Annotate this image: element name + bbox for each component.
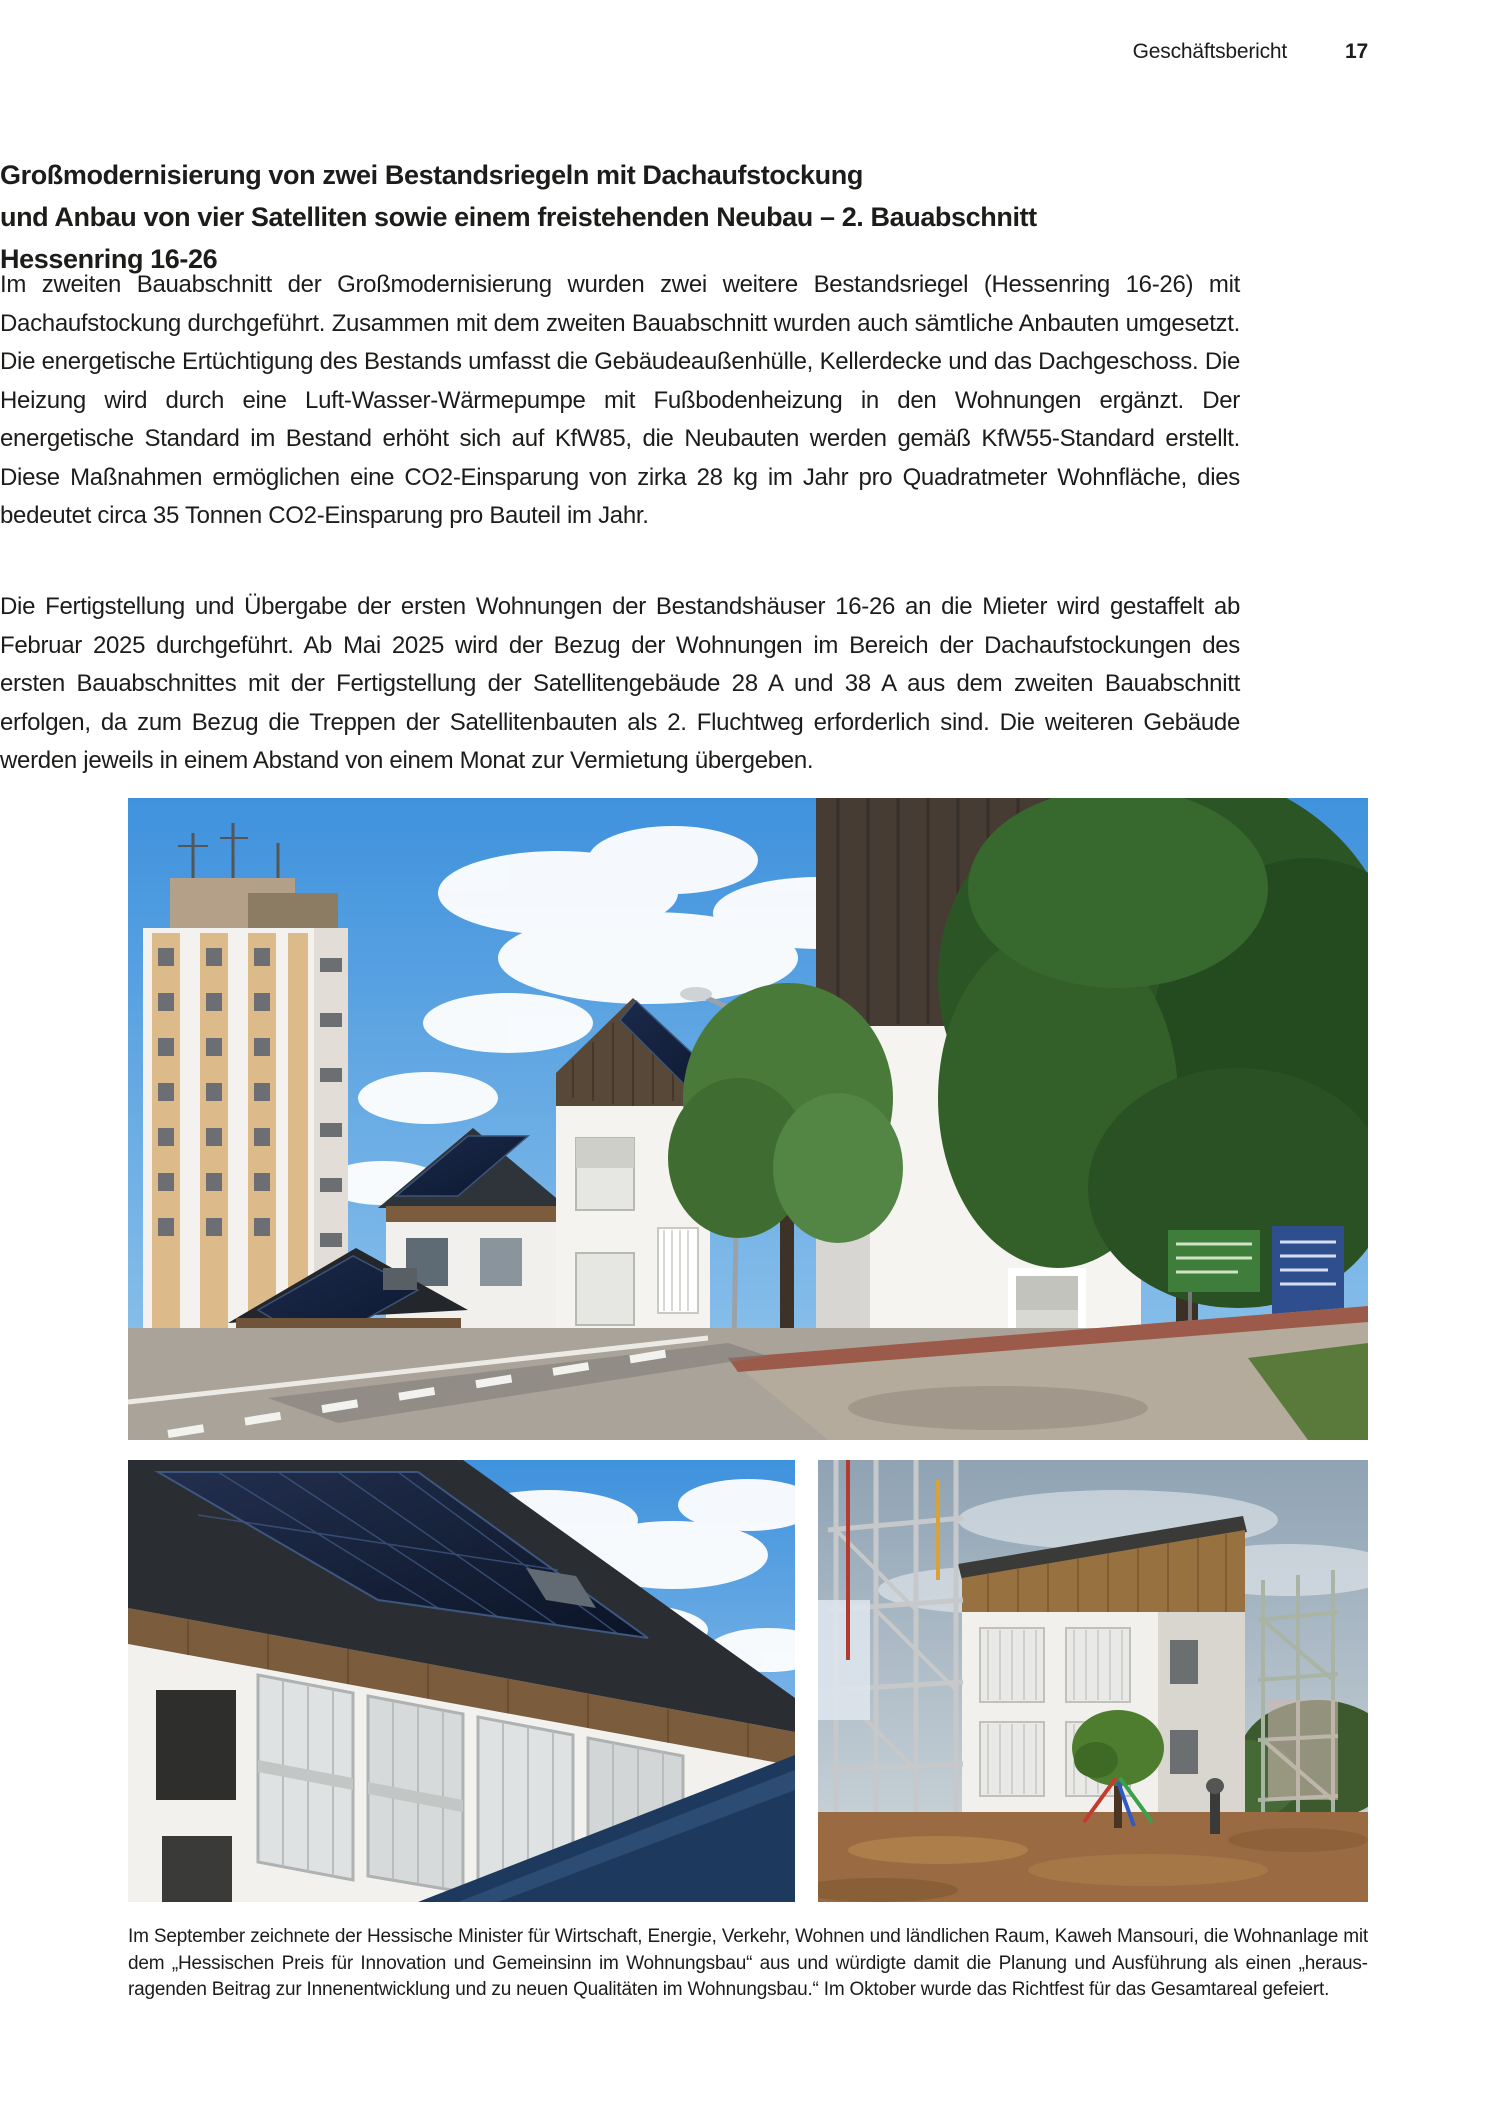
headline-line: und Anbau von vier Satelliten sowie einem freistehenden Neubau – 2. Bauabschnitt [0,202,1037,232]
banner [818,1600,870,1720]
body-paragraph-1: Im zweiten Bauabschnitt der Großmodernisierung wurden zwei weitere Bestandsriegel (Hessenring 16-26) mit Dachaufstockung durchgeführt. Zusammen mit dem zweiten Bauabschnitt wurden auch sämtliche Anbauten umgesetzt. Die energetische Ertüchtigung des Bestands umfasst die Gebäudeaußenhülle, Kellerdecke und das Dachgeschoss. Die Heizung wird durch eine Luft-Wasser-Wärmepumpe mit Fußbodenheizung in den Wohnungen ergänzt. Der energetische Standard im Bestand erhöht sich auf KfW85, die Neubauten werden gemäß KfW55-Standard erstellt. Diese Maßnahmen ermöglichen eine CO2-Einsparung von zirka 28 kg im Jahr pro Quadratmeter Wohnfläche, dies bedeutet circa 35 Tonnen CO2-Einsparung pro Bauteil im Jahr. [0,271,1240,529]
page-header [1133,40,1368,64]
page-number: 17 [1345,40,1368,63]
article-headline [0,154,1240,280]
photo-solar-roof-balconies [128,1460,795,1902]
dirt-ground [818,1812,1368,1902]
photo-street-view-modernized-buildings [128,798,1368,1440]
body-paragraph-2: Die Fertigstellung und Übergabe der ersten Wohnungen der Bestandshäuser 16-26 an die Mieter wird gestaffelt ab Februar 2025 durchgeführt. Ab Mai 2025 wird der Bezug der Wohnungen im Bereich der Dachaufstockungen des ersten Bauabschnittes mit der Fertigstellung der Satellitengebäude 28 A und 38 A aus dem zweiten Bauabschnitt erfolgen, da zum Bezug die Treppen der Satellitenbauten als 2. Fluchtweg erforderlich sind. Die weiteren Gebäude werden jeweils in einem Abstand von einem Monat zur Vermietung übergeben. [0,593,1240,774]
headline-line: Großmodernisierung von zwei Bestandsriegeln mit Dachaufstockung [0,160,863,190]
photo-scaffolded-building [818,1460,1368,1902]
headline-line: Hessenring 16-26 [0,244,218,274]
photo-caption: Im September zeichnete der Hessische Minister für Wirtschaft, Energie, Verkehr, Wohnen und ländlichen Raum, Kaweh Mansouri, die Wohnanlage mit dem „Hessischen Preis für Innovation und Gemeinsinn im Wohnungsbau“ aus und würdigte damit die Planung und Ausführung als einen „herausragenden Beitrag zur Innenentwicklung und zu neuen Qualitäten im Wohnungsbau.“ Im Oktober wurde das Richtfest für das Gesamtareal gefeiert. [128,1926,1368,2000]
high-rise-building [143,823,348,1328]
section-label: Geschäftsbericht [1132,40,1288,63]
